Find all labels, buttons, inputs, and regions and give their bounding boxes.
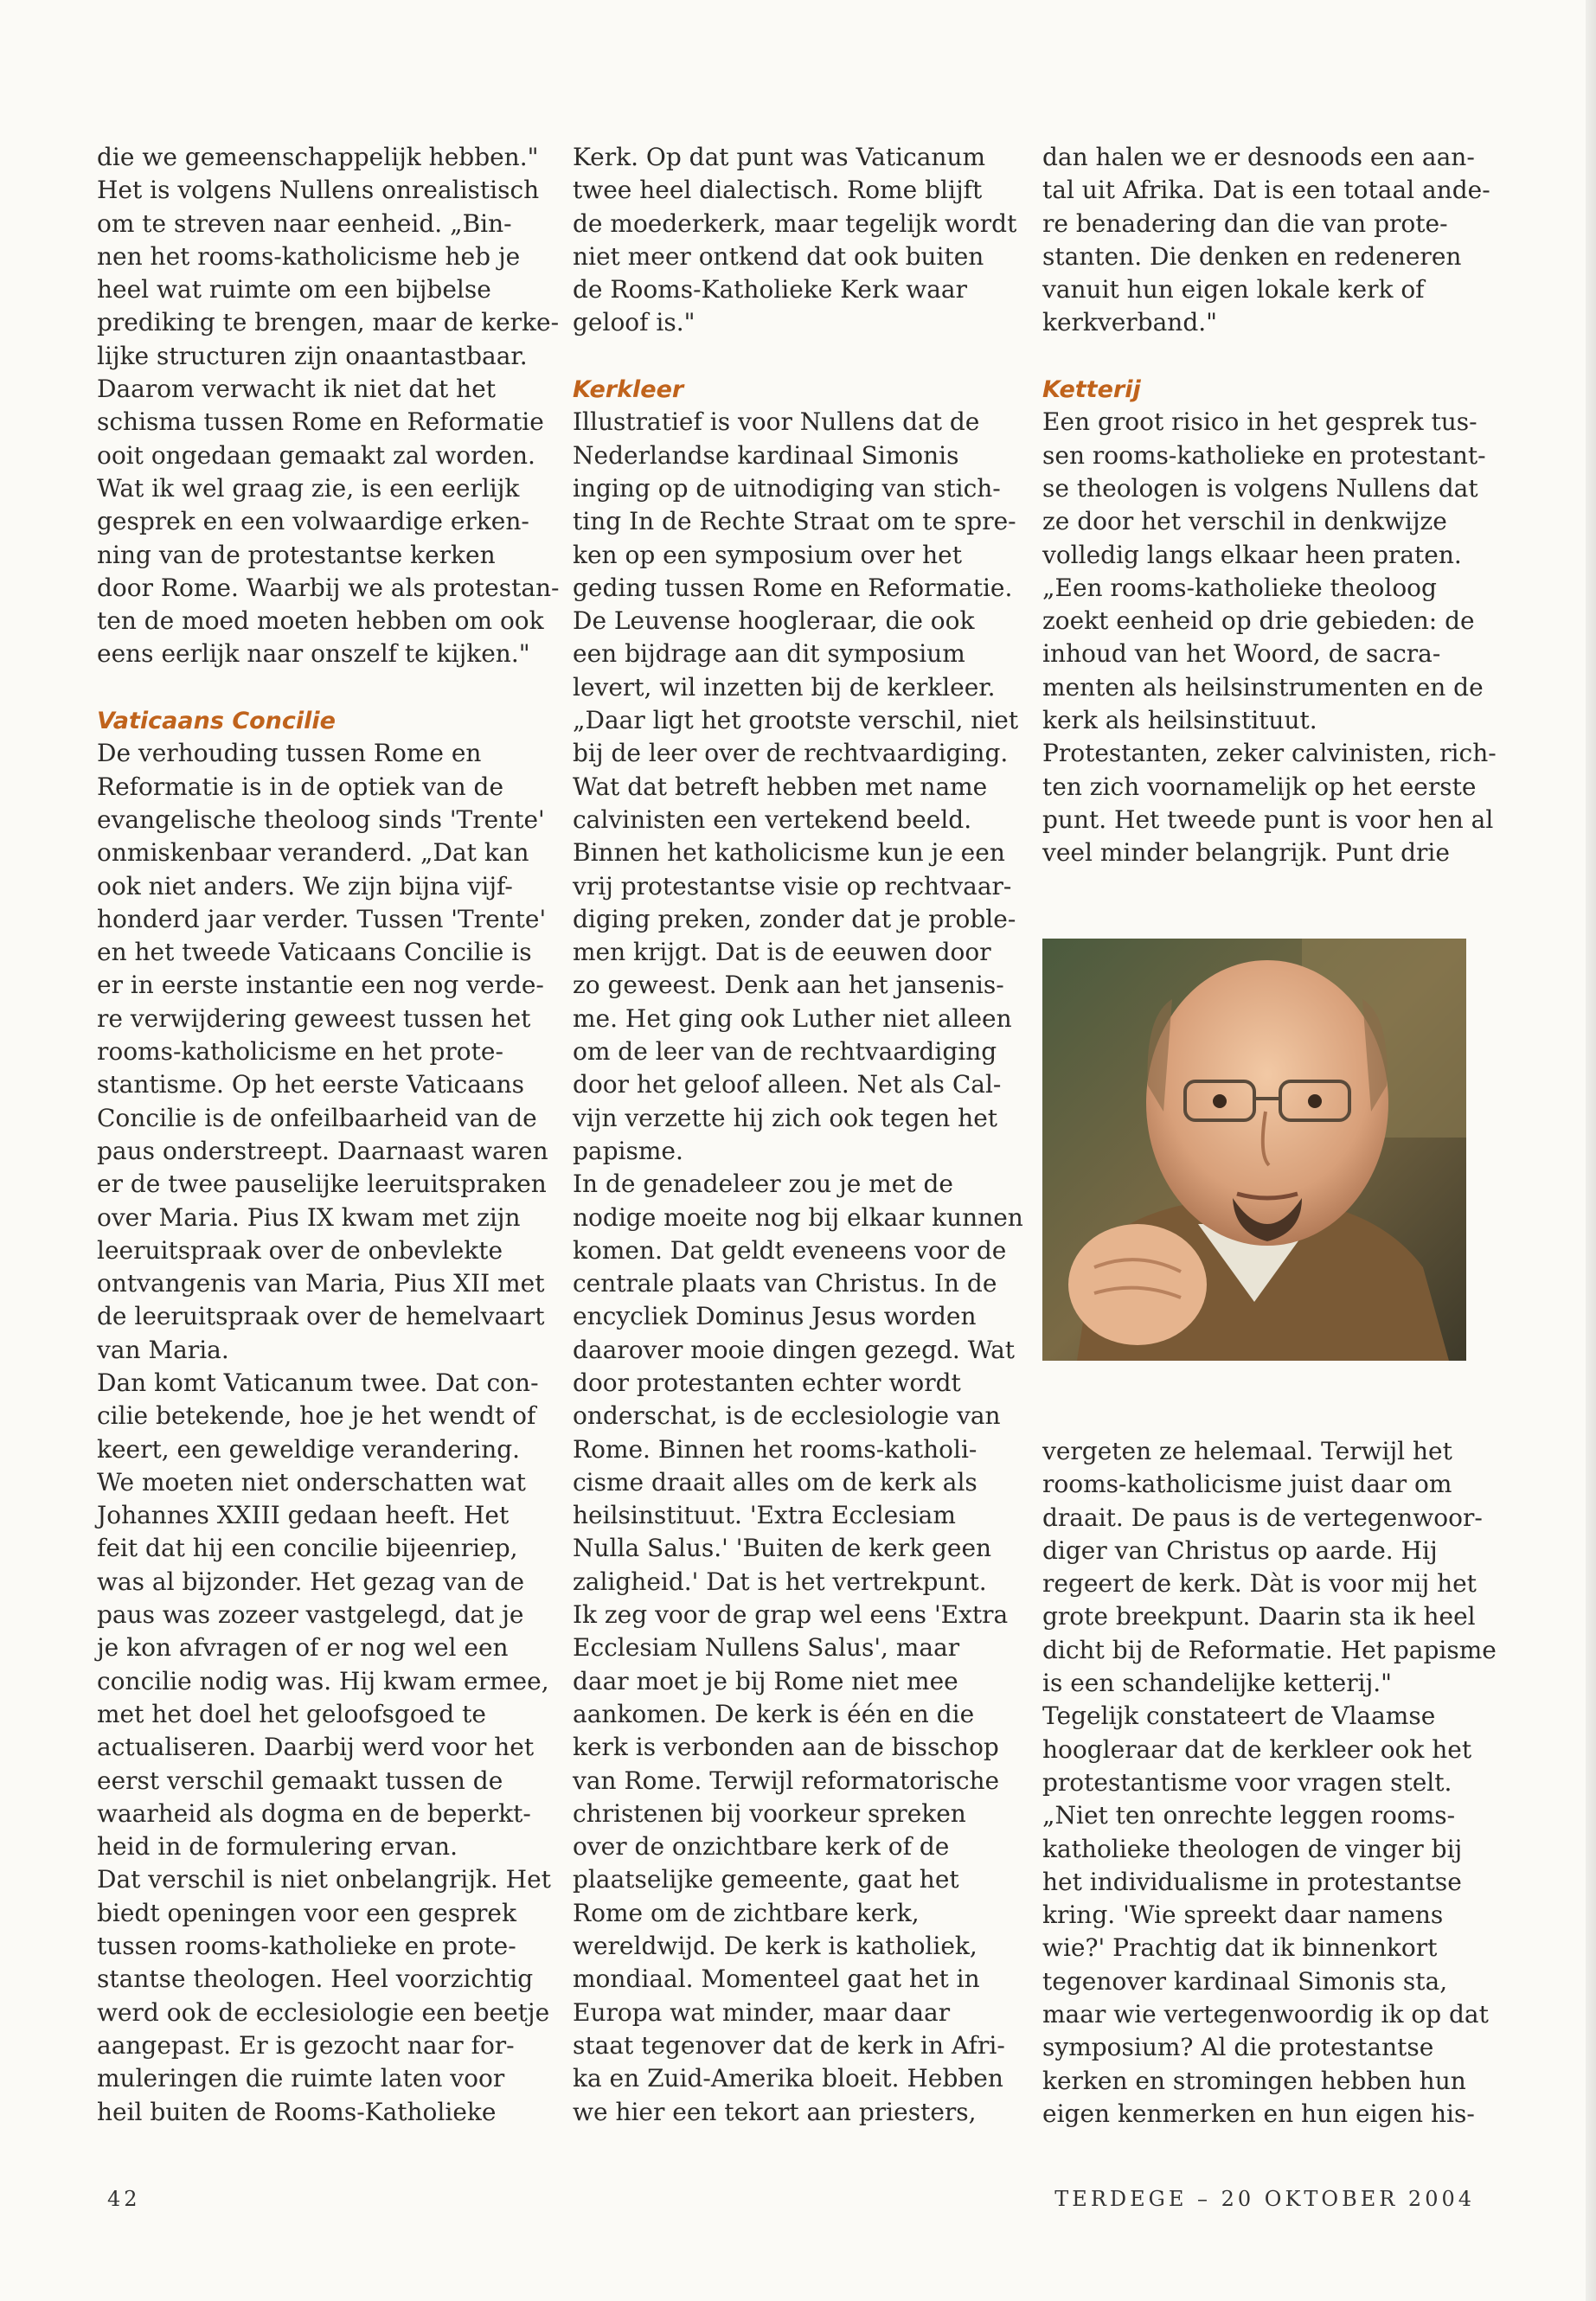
- text-line: rooms-katholicisme en het prote-: [97, 1037, 503, 1067]
- text-line: honderd jaar verder. Tussen 'Trente': [97, 904, 547, 933]
- text-line: geding tussen Rome en Reformatie.: [573, 573, 1013, 602]
- text-line: stanten. Die denken en redeneren: [1042, 241, 1462, 271]
- text-line: onderschat, is de ecclesiologie van: [573, 1401, 1001, 1431]
- text-line: stantisme. Op het eerste Vaticaans: [97, 1070, 525, 1099]
- text-line: Het is volgens Nullens onrealistisch: [97, 176, 540, 205]
- portrait-photo: [1042, 939, 1466, 1361]
- text-line: met het doel het geloofsgoed te: [97, 1699, 486, 1728]
- text-line: van Maria.: [97, 1335, 229, 1364]
- text-line: centrale plaats van Christus. In de: [573, 1269, 997, 1298]
- text-line: heid in de formulering ervan.: [97, 1832, 458, 1862]
- text-line: grote breekpunt. Daarin sta ik heel: [1042, 1602, 1476, 1631]
- text-line: inging op de uitnodiging van stich-: [573, 473, 1001, 503]
- text-line: de moederkerk, maar tegelijk wordt: [573, 208, 1017, 238]
- text-line: regeert de kerk. Dàt is voor mij het: [1042, 1569, 1477, 1599]
- article-column-1: [97, 141, 560, 2129]
- text-line: men krijgt. Dat is de eeuwen door: [573, 938, 991, 967]
- text-line: kerkverband.": [1042, 308, 1218, 337]
- text-line: keert, een geweldige verandering.: [97, 1434, 521, 1464]
- text-line: volledig langs elkaar heen praten.: [1042, 540, 1462, 569]
- text-line: kerken en stromingen hebben hun: [1042, 2066, 1466, 2095]
- column3-paragraph: [1042, 141, 1488, 340]
- text-line: Kerk. Op dat punt was Vaticanum: [573, 143, 986, 171]
- text-line: paus was zozeer vastgelegd, dat je: [97, 1600, 524, 1630]
- text-line: daarover mooie dingen gezegd. Wat: [573, 1335, 1016, 1364]
- text-line: Tegelijk constateert de Vlaamse: [1042, 1702, 1436, 1731]
- text-line: vijn verzette hij zich ook tegen het: [573, 1103, 998, 1132]
- text-line: Rome. Binnen het rooms-katholi-: [573, 1434, 977, 1464]
- text-line: dicht bij de Reformatie. Het papisme: [1042, 1635, 1497, 1664]
- text-line: Wat ik wel graag zie, is een eerlijk: [97, 473, 520, 503]
- text-line: nen het rooms-katholicisme heb je: [97, 241, 521, 271]
- text-line: levert, wil inzetten bij de kerkleer.: [573, 672, 996, 702]
- text-line: door het geloof alleen. Net als Cal-: [573, 1070, 1002, 1099]
- text-line: staat tegenover dat de kerk in Afri-: [573, 2030, 1005, 2060]
- text-line: geloof is.": [573, 308, 695, 337]
- section-heading-vaticaans-concilie: Vaticaans Concilie: [97, 708, 336, 735]
- text-line: vanuit hun eigen lokale kerk of: [1042, 275, 1425, 304]
- text-line: „Daar ligt het grootste verschil, niet: [573, 706, 1019, 735]
- text-line: draait. De paus is de vertegenwoor-: [1042, 1503, 1483, 1532]
- text-line: aangepast. Er is gezocht naar for-: [97, 2030, 515, 2060]
- text-line: er de twee pauselijke leeruitspraken: [97, 1170, 547, 1199]
- text-line: muleringen die ruimte laten voor: [97, 2064, 505, 2093]
- text-line: ka en Zuid-Amerika bloeit. Hebben: [573, 2064, 1003, 2093]
- article-column-3-top: [1042, 141, 1497, 870]
- text-line: gesprek en een volwaardige erken-: [97, 507, 529, 536]
- text-line: veel minder belangrijk. Punt drie: [1042, 838, 1450, 868]
- text-line: maar wie vertegenwoordig ik op dat: [1042, 2000, 1489, 2029]
- text-line: kerk als heilsinstituut.: [1042, 706, 1317, 735]
- text-line: re benadering dan die van prote-: [1042, 208, 1448, 238]
- text-line: ontvangenis van Maria, Pius XII met: [97, 1269, 545, 1298]
- column3b-paragraph: [1042, 406, 1497, 869]
- text-line: schisma tussen Rome en Reformatie: [97, 407, 544, 437]
- text-line: tussen rooms-katholieke en prote-: [97, 1932, 516, 1961]
- text-line: mondiaal. Momenteel gaat het in: [573, 1965, 980, 1994]
- text-line: over Maria. Pius IX kwam met zijn: [97, 1202, 521, 1232]
- text-line: om de leer van de rechtvaardiging: [573, 1037, 997, 1067]
- article-column-2: [573, 141, 1023, 2129]
- text-line: lijke structuren zijn onaantastbaar.: [97, 341, 528, 370]
- text-line: twee heel dialectisch. Rome blijft: [573, 176, 983, 205]
- text-line: punt. Het tweede punt is voor hen al: [1042, 804, 1494, 834]
- text-line: symposium? Al die protestantse: [1042, 2033, 1434, 2062]
- text-line: Concilie is de onfeilbaarheid van de: [97, 1103, 537, 1132]
- text-line: Illustratief is voor Nullens dat de: [573, 407, 980, 437]
- text-line: dan halen we er desnoods een aan-: [1042, 143, 1475, 171]
- text-line: het individualisme in protestantse: [1042, 1867, 1462, 1896]
- text-line: kerk is verbonden aan de bisschop: [573, 1733, 999, 1762]
- text-line: door Rome. Waarbij we als protestan-: [97, 573, 560, 602]
- article-column-3-bottom: [1042, 1435, 1497, 2131]
- text-line: De verhouding tussen Rome en: [97, 739, 482, 768]
- text-line: „Een rooms-katholieke theoloog: [1042, 573, 1437, 602]
- text-line: Binnen het katholicisme kun je een: [573, 838, 1005, 868]
- text-line: christenen bij voorkeur spreken: [573, 1798, 966, 1828]
- text-line: niet meer ontkend dat ook buiten: [573, 241, 984, 271]
- text-line: bij de leer over de rechtvaardiging.: [573, 739, 1009, 768]
- text-line: is een schandelijke ketterij.": [1042, 1669, 1393, 1698]
- column1b-paragraph: [97, 737, 551, 2128]
- column1-paragraph: [97, 141, 560, 671]
- text-line: We moeten niet onderschatten wat: [97, 1467, 526, 1497]
- text-line: leeruitspraak over de onbevlekte: [97, 1235, 503, 1265]
- text-line: cisme draait alles om de kerk als: [573, 1467, 977, 1497]
- text-line: daar moet je bij Rome niet mee: [573, 1666, 958, 1695]
- text-line: vrij protestantse visie op rechtvaar-: [573, 871, 1012, 901]
- text-line: vergeten ze helemaal. Terwijl het: [1042, 1437, 1452, 1465]
- text-line: heil buiten de Rooms-Katholieke: [97, 2097, 497, 2126]
- text-line: rooms-katholicisme juist daar om: [1042, 1470, 1452, 1499]
- text-line: tal uit Afrika. Dat is een totaal ande-: [1042, 176, 1490, 205]
- text-line: onmiskenbaar veranderd. „Dat kan: [97, 838, 529, 868]
- text-line: ooit ongedaan gemaakt zal worden.: [97, 440, 535, 470]
- text-line: De Leuvense hoogleraar, die ook: [573, 606, 975, 636]
- text-line: Dan komt Vaticanum twee. Dat con-: [97, 1368, 539, 1397]
- text-line: over de onzichtbare kerk of de: [573, 1832, 950, 1862]
- text-line: eerst verschil gemaakt tussen de: [97, 1766, 503, 1795]
- text-line: Johannes XXIII gedaan heeft. Het: [97, 1501, 510, 1530]
- text-line: katholieke theologen de vinger bij: [1042, 1834, 1463, 1863]
- text-line: heel wat ruimte om een bijbelse: [97, 275, 491, 304]
- text-line: menten als heilsinstrumenten en de: [1042, 672, 1484, 702]
- text-line: Rome om de zichtbare kerk,: [573, 1898, 920, 1927]
- text-line: ning van de protestantse kerken: [97, 540, 496, 569]
- text-line: prediking te brengen, maar de kerke-: [97, 308, 560, 337]
- text-line: komen. Dat geldt eveneens voor de: [573, 1235, 1007, 1265]
- text-line: Reformatie is in de optiek van de: [97, 772, 504, 801]
- text-line: „Niet ten onrechte leggen rooms-: [1042, 1801, 1456, 1830]
- text-line: ze door het verschil in denkwijze: [1042, 507, 1447, 536]
- text-line: er in eerste instantie een nog verde-: [97, 971, 544, 1000]
- text-line: me. Het ging ook Luther niet alleen: [573, 1003, 1012, 1033]
- text-line: de Rooms-Katholieke Kerk waar: [573, 275, 967, 304]
- text-line: om te streven naar eenheid. „Bin-: [97, 208, 512, 238]
- text-line: ting In de Rechte Straat om te spre-: [573, 507, 1016, 536]
- text-line: se theologen is volgens Nullens dat: [1042, 473, 1478, 503]
- text-line: en het tweede Vaticaans Concilie is: [97, 938, 532, 967]
- text-line: diging preken, zonder dat je proble-: [573, 904, 1016, 933]
- text-line: ook niet anders. We zijn bijna vijf-: [97, 871, 513, 901]
- text-line: wereldwijd. De kerk is katholiek,: [573, 1932, 977, 1961]
- text-line: ten zich voornamelijk op het eerste: [1042, 772, 1477, 801]
- text-line: actualiseren. Daarbij werd voor het: [97, 1733, 535, 1762]
- text-line: kring. 'Wie spreekt daar namens: [1042, 1900, 1444, 1930]
- text-line: Ecclesiam Nullens Salus', maar: [573, 1633, 960, 1663]
- text-line: sen rooms-katholieke en protestant-: [1042, 440, 1486, 470]
- text-line: ken op een symposium over het: [573, 540, 962, 569]
- text-line: werd ook de ecclesiologie een beetje: [97, 1997, 550, 2027]
- text-line: Europa wat minder, maar daar: [573, 1997, 951, 2027]
- text-line: zo geweest. Denk aan het jansenis-: [573, 971, 1004, 1000]
- text-line: we hier een tekort aan priesters,: [573, 2097, 977, 2126]
- text-line: zaligheid.' Dat is het vertrekpunt.: [573, 1567, 987, 1596]
- text-line: die we gemeenschappelijk hebben.": [97, 143, 539, 171]
- text-line: wie?' Prachtig dat ik binnenkort: [1042, 1933, 1438, 1963]
- text-line: re verwijdering geweest tussen het: [97, 1003, 531, 1033]
- text-line: In de genadeleer zou je met de: [573, 1170, 953, 1199]
- text-line: de leeruitspraak over de hemelvaart: [97, 1302, 545, 1331]
- text-line: Dat verschil is niet onbelangrijk. Het: [97, 1865, 551, 1894]
- section-heading-ketterij: Ketterij: [1042, 376, 1141, 404]
- text-line: je kon afvragen of er nog wel een: [97, 1633, 509, 1663]
- text-line: eigen kenmerken en hun eigen his-: [1042, 2099, 1475, 2128]
- text-line: van Rome. Terwijl reformatorische: [573, 1766, 1000, 1795]
- text-line: biedt openingen voor een gesprek: [97, 1898, 516, 1927]
- text-line: nodige moeite nog bij elkaar kunnen: [573, 1202, 1023, 1232]
- page-edge-shadow: [1586, 0, 1596, 2301]
- text-line: diger van Christus op aarde. Hij: [1042, 1535, 1438, 1565]
- text-line: was al bijzonder. Het gezag van de: [97, 1567, 525, 1596]
- text-line: heilsinstituut. 'Extra Ecclesiam: [573, 1501, 956, 1530]
- column2-paragraph: [573, 141, 1018, 340]
- text-line: Nederlandse kardinaal Simonis: [573, 440, 959, 470]
- text-line: plaatselijke gemeente, gaat het: [573, 1865, 959, 1894]
- text-line: cilie betekende, hoe je het wendt of: [97, 1401, 536, 1431]
- text-line: een bijdrage aan dit symposium: [573, 639, 965, 669]
- text-line: Een groot risico in het gesprek tus-: [1042, 407, 1477, 437]
- section-heading-kerkleer: Kerkleer: [573, 376, 684, 404]
- text-line: Ik zeg voor de grap wel eens 'Extra: [573, 1600, 1009, 1630]
- text-line: door protestanten echter wordt: [573, 1368, 961, 1397]
- text-line: protestantisme voor vragen stelt.: [1042, 1767, 1452, 1797]
- text-line: zoekt eenheid op drie gebieden: de: [1042, 606, 1475, 636]
- text-line: aankomen. De kerk is één en die: [573, 1699, 975, 1728]
- text-line: evangelische theoloog sinds 'Trente': [97, 804, 545, 834]
- text-line: calvinisten een vertekend beeld.: [573, 804, 972, 834]
- text-line: eens eerlijk naar onszelf te kijken.": [97, 639, 530, 669]
- text-line: hoogleraar dat de kerkleer ook het: [1042, 1734, 1472, 1764]
- text-line: paus onderstreept. Daarnaast waren: [97, 1136, 548, 1165]
- text-line: stantse theologen. Heel voorzichtig: [97, 1965, 534, 1994]
- text-line: encycliek Dominus Jesus worden: [573, 1302, 977, 1331]
- text-line: tegenover kardinaal Simonis sta,: [1042, 1966, 1448, 1996]
- text-line: ten de moed moeten hebben om ook: [97, 606, 544, 636]
- text-line: Nulla Salus.' 'Buiten de kerk geen: [573, 1534, 992, 1563]
- page-number: 42: [107, 2187, 141, 2211]
- text-line: Protestanten, zeker calvinisten, rich-: [1042, 739, 1497, 768]
- text-line: inhoud van het Woord, de sacra-: [1042, 639, 1441, 669]
- text-line: waarheid als dogma en de beperkt-: [97, 1798, 531, 1828]
- text-line: Daarom verwacht ik niet dat het: [97, 375, 496, 404]
- column3c-paragraph: [1042, 1435, 1497, 2131]
- text-line: feit dat hij een concilie bijeenriep,: [97, 1534, 518, 1563]
- column2b-paragraph: [573, 406, 1023, 2128]
- text-line: papisme.: [573, 1136, 683, 1165]
- running-footer: TERDEGE – 20 OKTOBER 2004: [1054, 2187, 1475, 2211]
- text-line: concilie nodig was. Hij kwam ermee,: [97, 1666, 549, 1695]
- text-line: Wat dat betreft hebben met name: [573, 772, 988, 801]
